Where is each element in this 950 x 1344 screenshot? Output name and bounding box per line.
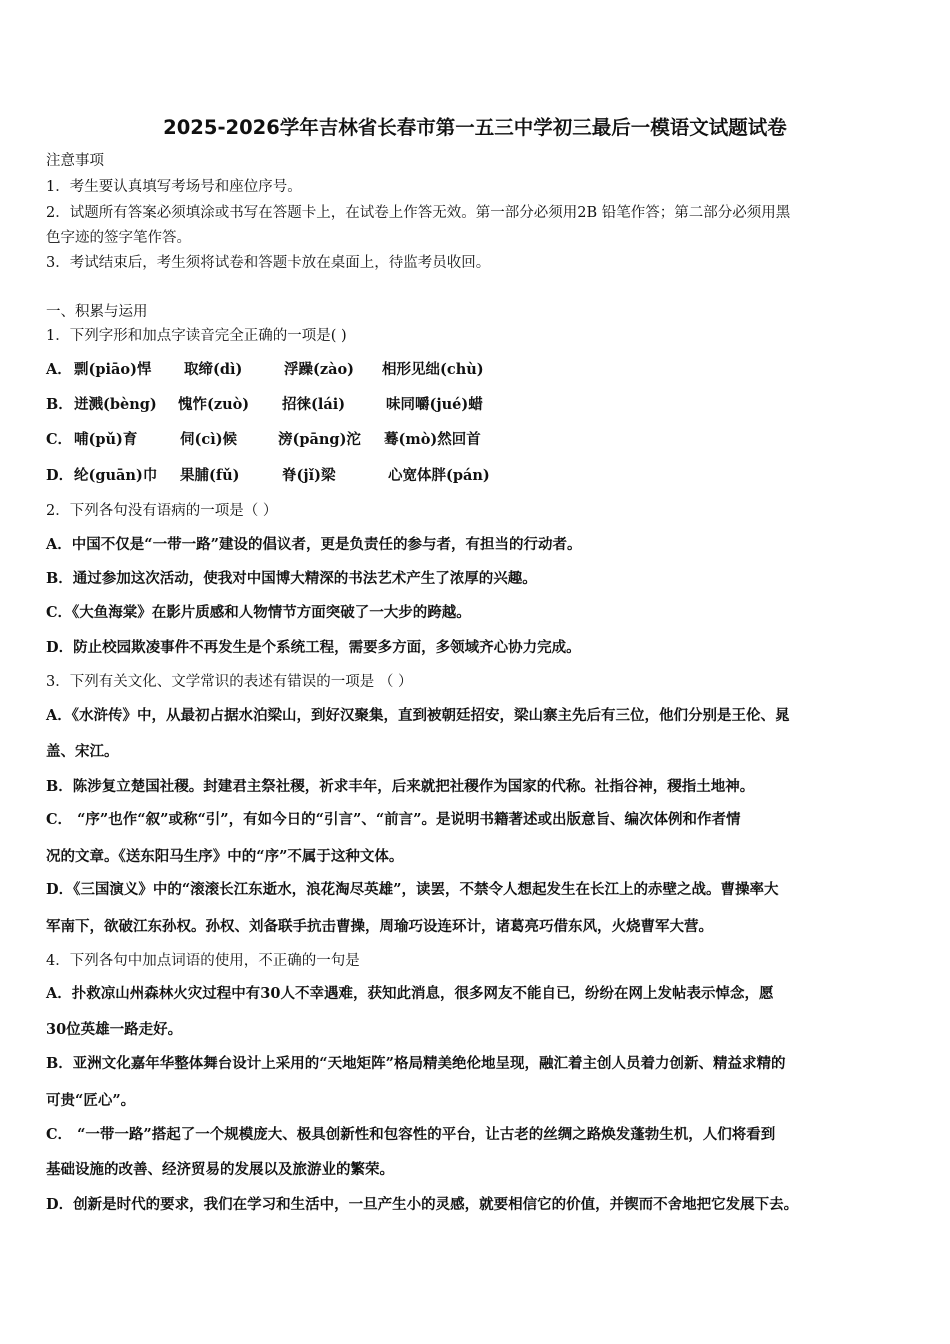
q4-line — [46, 1126, 775, 1144]
q4-line — [46, 1055, 785, 1073]
option-text: 可贵“匠心”。 — [46, 1092, 136, 1109]
option-label: C． — [46, 1126, 73, 1143]
option-item: 滂(pāng)沱 — [278, 431, 361, 448]
option-label: B． — [46, 778, 73, 795]
option-item: 取缔(dì) — [184, 361, 243, 378]
option-item: 哺(pǔ)育 — [74, 431, 138, 448]
option-label: C． — [46, 604, 73, 621]
q2-option-c — [46, 604, 471, 622]
option-item: 招徕(lái) — [282, 396, 346, 413]
option-label: B． — [46, 570, 73, 587]
question-stem-2: 2．下列各句没有语病的一项是（ ） — [46, 503, 278, 519]
option-text: 扑救凉山州森林火灾过程中有30人不幸遇难，获知此消息，很多网友不能自已，纷纷在网上发帖表示悼念，愿 — [71, 985, 774, 1002]
q4-line — [46, 1092, 135, 1110]
notice-item: 3．考试结束后，考生须将试卷和答题卡放在桌面上，待监考员收回。 — [46, 255, 491, 271]
option-text: 军南下，欲破江东孙权。孙权、刘备联手抗击曹操，周瑜巧设连环计，诸葛亮巧借东风，火烧曹军大营。 — [46, 918, 713, 935]
q2-option-a — [46, 536, 581, 554]
q4-line — [46, 1196, 798, 1214]
option-text: 基础设施的改善、经济贸易的发展以及旅游业的繁荣。 — [46, 1161, 394, 1178]
option-text: “序”也作“叙”或称“引”，有如今日的“引言”、“前言”。是说明书籍著述或出版意旨、编次体例和作者情 — [72, 811, 741, 828]
option-item: 纶(guān)巾 — [74, 467, 158, 484]
section-heading: 一、积累与运用 — [46, 304, 148, 320]
option-label: D． — [46, 881, 74, 898]
option-item: 蓦(mò)然回首 — [384, 431, 481, 448]
q3-line — [46, 881, 779, 899]
option-item: 脊(jǐ)梁 — [282, 467, 336, 484]
option-label: A． — [46, 985, 72, 1002]
option-label: D． — [46, 639, 74, 656]
q3-line — [46, 707, 790, 725]
option-item: 愧怍(zuò) — [178, 396, 250, 413]
page-title: 2025-2026学年吉林省长春市第一五三中学初三最后一模语文试题试卷 — [163, 116, 787, 139]
option-text: 陈涉复立楚国社稷。封建君主祭社稷，祈求丰年，后来就把社稷作为国家的代称。社指谷神，稷指土地神。 — [72, 778, 755, 795]
option-item: 伺(cì)候 — [180, 431, 238, 448]
option-text: 30位英雄一路走好。 — [46, 1021, 183, 1038]
option-text: “一带一路”搭起了一个规模庞大、极具创新性和包容性的平台，让古老的丝绸之路焕发蓬勃生机，人们将看到 — [72, 1126, 776, 1143]
notice-item: 色字迹的签字笔作答。 — [46, 230, 191, 246]
option-text: 《水浒传》中，从最初占据水泊梁山，到好汉聚集，直到被朝廷招安，梁山寨主先后有三位，他们分别是王伦、晁 — [71, 707, 790, 724]
q3-line — [46, 918, 713, 936]
q3-line — [46, 743, 119, 761]
option-text: 《三国演义》中的“滚滚长江东逝水，浪花淘尽英雄”，读罢，不禁令人想起发生在长江上的赤壁之战。曹操率大 — [73, 881, 779, 898]
option-label: B． — [46, 396, 73, 413]
option-item: 剽(piāo)悍 — [74, 361, 152, 378]
question-stem-1: 1．下列字形和加点字读音完全正确的一项是( ) — [46, 328, 347, 344]
option-label: A． — [46, 361, 72, 378]
option-text: 通过参加这次活动，使我对中国博大精深的书法艺术产生了浓厚的兴趣。 — [72, 570, 537, 587]
notice-item: 1．考生要认真填写考场号和座位序号。 — [46, 179, 302, 195]
option-item: 味同嚼(jué)蜡 — [386, 396, 483, 413]
q3-line — [46, 848, 403, 866]
q4-line — [46, 985, 773, 1003]
option-text: 亚洲文化嘉年华整体舞台设计上采用的“天地矩阵”格局精美绝伦地呈现，融汇着主创人员着力创新、精益求精的 — [72, 1055, 786, 1072]
notice-item: 2．试题所有答案必须填涂或书写在答题卡上，在试卷上作答无效。第一部分必须用2B 铅笔作答；第二部分必须用黑 — [46, 205, 791, 221]
option-text: 《大鱼海棠》在影片质感和人物情节方面突破了一大步的跨越。 — [72, 604, 471, 621]
option-label: D． — [46, 467, 74, 484]
q2-option-d — [46, 639, 581, 657]
option-label: B． — [46, 1055, 73, 1072]
option-text: 创新是时代的要求，我们在学习和生活中，一旦产生小的灵感，就要相信它的价值，并锲而不舍地把它发展下去。 — [73, 1196, 799, 1213]
option-label: D． — [46, 1196, 74, 1213]
option-label: C． — [46, 431, 73, 448]
option-text: 中国不仅是“一带一路”建设的倡议者，更是负责任的参与者，有担当的行动者。 — [71, 536, 582, 553]
q3-line — [46, 778, 754, 796]
option-item: 相形见绌(chù) — [382, 361, 484, 378]
option-text: 况的文章。《送东阳马生序》中的“序”不属于这种文体。 — [46, 848, 404, 865]
notice-heading: 注意事项 — [46, 153, 104, 169]
option-item: 果脯(fǔ) — [180, 467, 240, 484]
q3-line — [46, 811, 741, 829]
q4-line — [46, 1161, 394, 1179]
option-text: 防止校园欺凌事件不再发生是个系统工程，需要多方面，多领域齐心协力完成。 — [73, 639, 581, 656]
question-stem-4: 4．下列各句中加点词语的使用，不正确的一句是 — [46, 953, 360, 969]
option-text: 盖、宋江。 — [46, 743, 119, 760]
q2-option-b — [46, 570, 537, 588]
option-label: A． — [46, 707, 72, 724]
option-label: A． — [46, 536, 72, 553]
q4-line — [46, 1021, 182, 1039]
option-item: 心宽体胖(pán) — [388, 467, 490, 484]
question-stem-3: 3．下列有关文化、文学常识的表述有错误的一项是 （ ） — [46, 674, 413, 690]
option-item: 迸溅(bèng) — [74, 396, 157, 413]
option-label: C． — [46, 811, 73, 828]
option-item: 浮躁(zào) — [284, 361, 355, 378]
